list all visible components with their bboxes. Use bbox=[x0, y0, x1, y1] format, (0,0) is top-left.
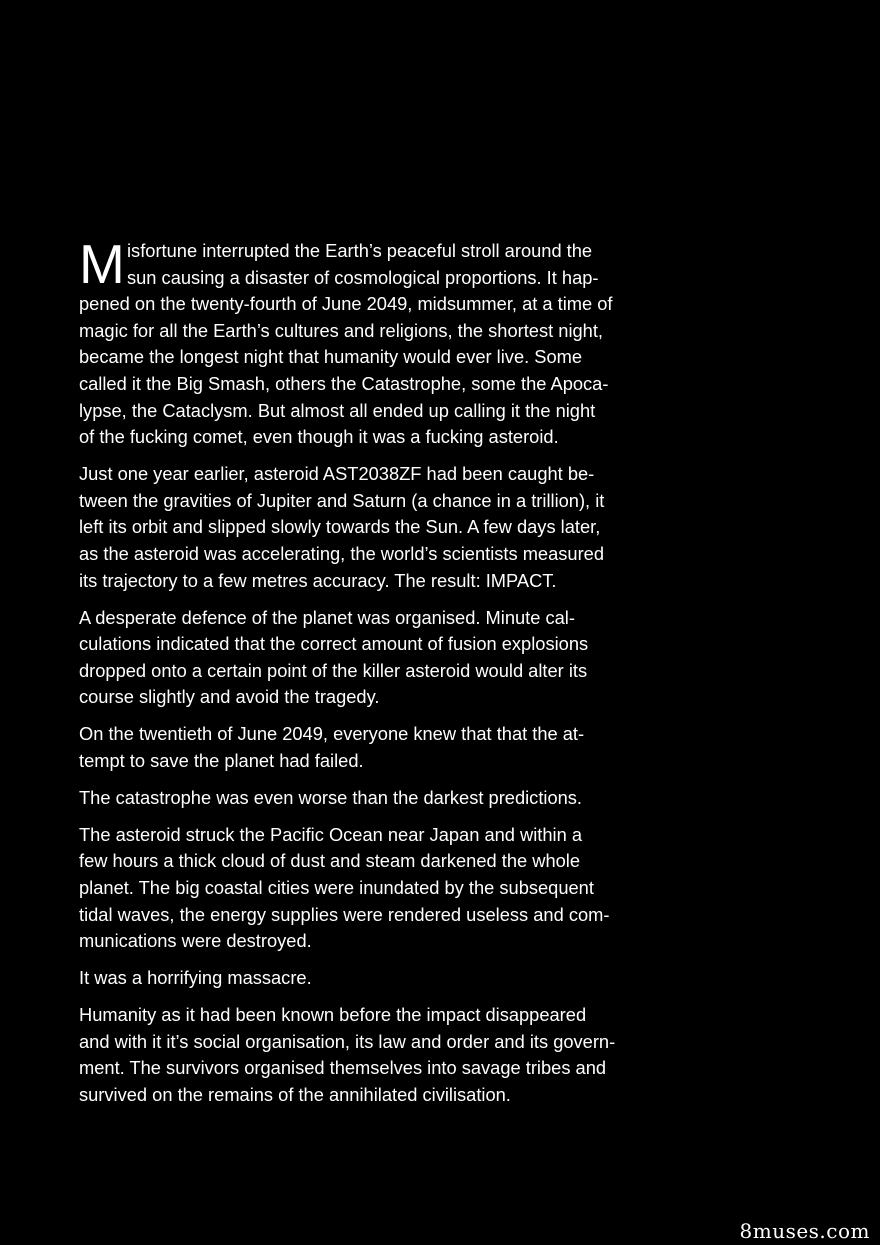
drop-cap: M bbox=[79, 233, 125, 295]
paragraph-line: and with it it’s social organisation, its law and order and its govern- bbox=[79, 1030, 616, 1052]
paragraph-line: pened on the twenty-fourth of June 2049, midsummer, at a time of bbox=[79, 293, 613, 315]
paragraph-line: tempt to save the planet had failed. bbox=[79, 749, 364, 771]
paragraph-5 bbox=[79, 785, 689, 812]
paragraph-line: lypse, the Cataclysm. But almost all ended up calling it the night bbox=[79, 399, 596, 421]
paragraph-line: left its orbit and slipped slowly towards the Sun. A few days later, bbox=[79, 516, 601, 538]
paragraph-line: sun causing a disaster of cosmological proportions. It hap- bbox=[127, 266, 599, 288]
paragraph-line: magic for all the Earth’s cultures and religions, the shortest night, bbox=[79, 319, 603, 341]
paragraph-line: course slightly and avoid the tragedy. bbox=[79, 686, 380, 708]
paragraph-line: called it the Big Smash, others the Catastrophe, some the Apoca- bbox=[79, 372, 609, 394]
paragraph-7 bbox=[79, 965, 689, 992]
paragraph-line: The catastrophe was even worse than the darkest predictions. bbox=[79, 786, 583, 808]
story-text bbox=[79, 233, 689, 1109]
paragraph-line: planet. The big coastal cities were inundated by the subsequent bbox=[79, 877, 594, 899]
paragraph-4 bbox=[79, 721, 689, 774]
paragraph-2 bbox=[79, 461, 689, 594]
paragraph-line: of the fucking comet, even though it was a fucking asteroid. bbox=[79, 426, 559, 448]
paragraph-line: tween the gravities of Jupiter and Saturn (a chance in a trillion), it bbox=[79, 489, 605, 511]
paragraph-line: culations indicated that the correct amount of fusion explosions bbox=[79, 633, 589, 655]
paragraph-line: The asteroid struck the Pacific Ocean near Japan and within a bbox=[79, 823, 583, 845]
paragraph-1 bbox=[79, 233, 689, 451]
watermark: 8muses.com bbox=[739, 1219, 870, 1243]
paragraph-line: On the twentieth of June 2049, everyone knew that that the at- bbox=[79, 723, 585, 745]
paragraph-line: It was a horrifying massacre. bbox=[79, 967, 312, 989]
line-text: isfortune interrupted the Earth’s peaceful stroll around the bbox=[127, 240, 593, 261]
paragraph-line: became the longest night that humanity would ever live. Some bbox=[79, 346, 583, 368]
paragraph-line: ment. The survivors organised themselves into savage tribes and bbox=[79, 1057, 607, 1079]
paragraph-line: Humanity as it had been known before the impact disappeared bbox=[79, 1004, 587, 1026]
paragraph-6 bbox=[79, 822, 689, 955]
paragraph-line: its trajectory to a few metres accuracy. The result: IMPACT. bbox=[79, 569, 557, 591]
paragraph-line: A desperate defence of the planet was organised. Minute cal- bbox=[79, 606, 575, 628]
paragraph-line: survived on the remains of the annihilated civilisation. bbox=[79, 1083, 511, 1105]
paragraph-line: Just one year earlier, asteroid AST2038ZF had been caught be- bbox=[79, 463, 595, 485]
paragraph-line: as the asteroid was accelerating, the world’s scientists measured bbox=[79, 542, 604, 564]
paragraph-3 bbox=[79, 605, 689, 711]
paragraph-8 bbox=[79, 1002, 689, 1108]
paragraph-line: dropped onto a certain point of the killer asteroid would alter its bbox=[79, 659, 588, 681]
paragraph-line: tidal waves, the energy supplies were rendered useless and com- bbox=[79, 903, 610, 925]
paragraph-line: few hours a thick cloud of dust and steam darkened the whole bbox=[79, 850, 581, 872]
paragraph-line: munications were destroyed. bbox=[79, 930, 312, 952]
